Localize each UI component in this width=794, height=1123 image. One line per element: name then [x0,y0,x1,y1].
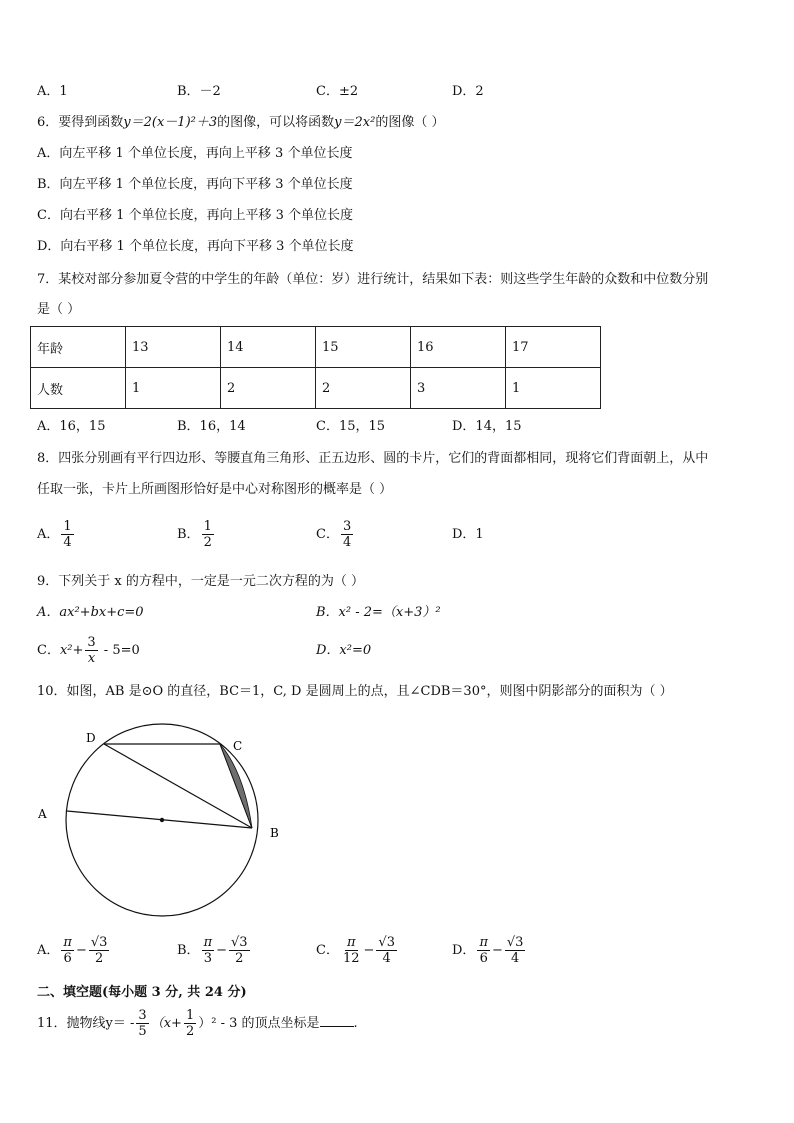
numerator: π [203,935,213,950]
q11-mid: （x+ [150,1016,182,1031]
table-cell: 1 [126,368,221,409]
table-cell: 16 [411,327,506,368]
numerator: √3 [378,935,395,950]
q9-option-a: A．ax²+bx+c=0 [37,605,144,620]
denominator: 4 [342,535,352,550]
center-point-o [160,818,164,822]
fraction [376,935,397,966]
denominator: 4 [511,951,520,966]
fraction [61,935,74,966]
q7-option-c: C．15，15 [316,419,386,434]
numerator: √3 [90,935,108,950]
option-label: C． [316,943,339,958]
option-label: A． [37,527,60,542]
fraction [341,935,362,966]
q5-option-b: B．－2 [177,84,221,99]
numerator: √3 [506,935,524,950]
denominator: 2 [203,535,212,550]
q8-stem-line1: 8．四张分别画有平行四边形、等腰直角三角形、正五边形、圆的卡片，它们的背面都相同，现将它们背面朝上，从中 [37,451,709,466]
q9-option-d: D．x²=0 [316,643,372,658]
chord-db [104,744,252,828]
option-label: C． [316,527,339,542]
q5-option-d: D．2 [452,84,484,99]
section-heading: 二、填空题(每小题 3 分, 共 24 分) [37,985,247,1000]
q7-option-b: B．16，14 [177,419,246,434]
denominator: 6 [63,951,72,966]
q9-option-b: B．x² - 2=（x+3）² [316,605,441,620]
q6-func1: y＝2(x－1)²＋3 [123,115,218,130]
numerator: 3 [138,1008,147,1023]
table-cell: 年龄 [31,327,126,368]
q6-option-a: A．向左平移 1 个单位长度，再向上平移 3 个单位长度 [37,146,353,161]
q10-option-b: B． $\frac{\pi}{3}$ − $\frac{√3}{2}$ [177,935,248,966]
denominator: 5 [138,1024,147,1039]
fraction [89,935,110,966]
q10-stem: 10．如图，AB 是⊙O 的直径，BC＝1，C, D 是圆周上的点，且∠CDB＝30°，则图中阴影部分的面积为（ ） [37,684,673,699]
denominator: 3 [203,951,212,966]
q10-option-a: A． $\frac{\pi}{6}$ − $\frac{√3}{2}$ [37,935,108,966]
label-c: C [233,739,243,753]
table-cell: 3 [411,368,506,409]
table-cell: 13 [126,327,221,368]
option-label: B． [177,527,200,542]
label-a: A [38,807,47,821]
expr-post: - 5=0 [99,643,140,658]
numerator: √3 [231,935,248,950]
diameter-ab [67,811,252,828]
numerator: 1 [203,519,212,534]
denominator: 4 [382,951,391,966]
q7-stem-line2: 是（ ） [37,302,81,317]
q7-option-a: A．16，15 [37,419,106,434]
option-label: D． [452,943,476,958]
q6-stem-mid: 的图像，可以将函数 [217,115,335,130]
q11-stem [37,1006,358,1042]
denominator: 12 [342,951,360,966]
denominator: x [87,651,96,666]
table-cell: 1 [506,368,601,409]
fraction [202,935,215,966]
numerator: π [346,935,356,950]
option-label: C． [37,643,60,658]
fraction [505,935,526,966]
q6-option-c: C．向右平移 1 个单位长度，再向上平移 3 个单位长度 [37,208,354,223]
q6-func2: y＝2x² [334,115,376,130]
option-label: A． [37,943,60,958]
numerator: π [63,935,72,950]
q6-option-b: B．向左平移 1 个单位长度，再向下平移 3 个单位长度 [37,177,353,192]
q11-pre: 11．抛物线y＝ - [37,1016,135,1031]
table-cell: 17 [506,327,601,368]
q7-option-d: D．14，15 [452,419,522,434]
q9-stem: 9．下列关于 x 的方程中，一定是一元二次方程的为（ ） [37,574,364,589]
q6-option-d: D．向右平移 1 个单位长度，再向下平移 3 个单位长度 [37,239,354,254]
option-label: B． [177,943,200,958]
fraction [136,1008,148,1039]
numerator: 1 [63,519,72,534]
q6-stem-post: 的图像（ ） [375,115,445,130]
q6-stem-pre: 6．要得到函数 [37,115,124,130]
table-cell: 14 [221,327,316,368]
table-cell: 2 [221,368,316,409]
numerator: 1 [185,1008,195,1023]
q10-option-c: C． $\frac{\pi}{12}$ − $\frac{√3}{4}$ [316,935,395,966]
numerator: π [479,935,488,950]
fraction [477,935,490,966]
q8-option-d: D．1 [452,527,484,542]
fraction [229,935,250,966]
q8-stem-line2: 任取一张，卡片上所画图形恰好是中心对称图形的概率是（ ） [37,482,393,497]
denominator: 6 [479,951,488,966]
numerator: 3 [342,519,352,534]
label-b: B [270,826,279,840]
denominator: 2 [185,1024,195,1039]
q11-end: . [353,1016,358,1031]
denominator: 4 [63,535,72,550]
numerator: 3 [87,635,96,650]
table-cell: 15 [316,327,411,368]
shaded-segment [220,744,252,828]
denominator: 2 [235,951,244,966]
fraction [184,1008,196,1039]
q5-option-c: C．±2 [316,84,359,99]
q10-option-d: D． $\frac{\pi}{6}$ − $\frac{√3}{4}$ [452,935,524,966]
expr-pre: x²+ [59,643,84,658]
table-cell: 2 [316,368,411,409]
q7-stem-line1: 7．某校对部分参加夏令营的中学生的年龄（单位：岁）进行统计，结果如下表：则这些学生年龄的众数和中位数分别 [37,272,709,287]
q11-post: ）² - 3 的顶点坐标是 [198,1016,320,1031]
label-d: D [86,731,96,745]
q5-option-a: A．1 [37,84,68,99]
answer-blank [320,1014,354,1027]
table-cell: 人数 [31,368,126,409]
denominator: 2 [94,951,104,966]
